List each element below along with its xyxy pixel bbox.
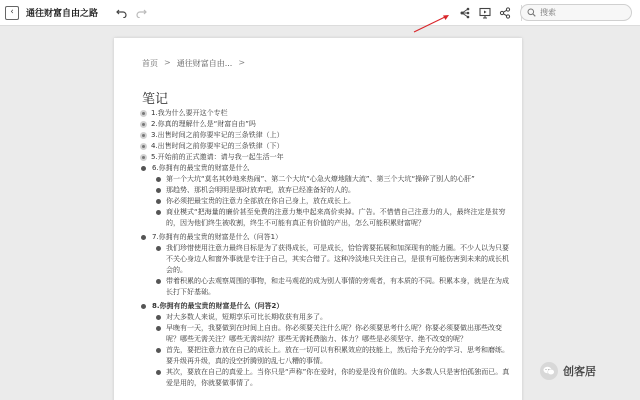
- present-icon[interactable]: [475, 3, 495, 23]
- outline-item[interactable]: [140, 119, 512, 130]
- bullet-icon[interactable]: [156, 177, 161, 182]
- outline-subitem[interactable]: [156, 276, 512, 298]
- outline-subitem[interactable]: [156, 345, 512, 367]
- outline-subitem[interactable]: [156, 367, 512, 389]
- top-toolbar: [0, 0, 640, 26]
- outline-item[interactable]: [140, 163, 512, 174]
- bullet-icon[interactable]: [156, 348, 161, 353]
- outline-subitem[interactable]: [156, 185, 512, 196]
- search-box[interactable]: [520, 4, 632, 21]
- outline-item[interactable]: [140, 108, 512, 119]
- bullet-icon[interactable]: [156, 188, 161, 193]
- search-icon: [527, 8, 536, 17]
- breadcrumb-separator: >: [238, 58, 246, 67]
- outline-subitem[interactable]: [156, 174, 512, 185]
- outline-tree: [140, 108, 512, 389]
- outline-item-text[interactable]: 3.出售时间之前你要牢记的三条铁律（上）: [151, 131, 284, 139]
- outline-subitem[interactable]: [156, 196, 512, 207]
- outline-item[interactable]: [140, 301, 512, 312]
- outline-item-text[interactable]: 我们珍惜使用注意力最终目标是为了获得成长，可是成长，恰恰需要拓展和加深现有的能力圈。不少人以为只要不关心身边人和窗外事就是专注于自己，其实合错了。这种冷淡地只关注自己，是很有可能伤害到未来的成长机会的。: [166, 244, 509, 274]
- watermark-text: 创客居: [563, 365, 596, 378]
- bullet-icon[interactable]: [156, 199, 161, 204]
- outline-item-text[interactable]: 4.出售时间之前你要牢记的三条铁律（下）: [151, 142, 284, 150]
- outline-item-text[interactable]: 早晚有一天，我要做到在时间上自由。你必须要关注什么呢？你必须要思考什么呢？你要必须要做出那些改变呢？哪些无需关注？哪些无需纠结？那些无需耗费脑力、体力？哪些是必须坚守、绝不改变的呢？: [166, 324, 502, 343]
- outline-subitem[interactable]: [156, 207, 512, 229]
- outline-subitem[interactable]: [156, 243, 512, 276]
- outline-item-text[interactable]: 2.你真的理解什么是“财富自由”吗: [151, 120, 256, 128]
- outline-item[interactable]: [140, 232, 512, 243]
- bullet-icon[interactable]: [140, 143, 147, 150]
- outline-subitem[interactable]: [156, 323, 512, 345]
- bullet-icon[interactable]: [156, 315, 161, 320]
- bullet-icon[interactable]: [156, 246, 161, 251]
- outline-item-text[interactable]: 那趋势、那机会明明是那时放弃吧，放弃已经准备好的人的。: [166, 186, 355, 194]
- bullet-icon[interactable]: [141, 304, 146, 309]
- bullet-icon[interactable]: [156, 210, 161, 215]
- breadcrumb: [142, 58, 245, 69]
- document-page: [114, 38, 522, 400]
- bullet-icon[interactable]: [140, 121, 147, 128]
- bullet-icon[interactable]: [156, 370, 161, 375]
- watermark: [540, 362, 596, 380]
- bullet-icon[interactable]: [141, 235, 146, 240]
- back-icon[interactable]: ‹: [5, 6, 19, 20]
- outline-subitem[interactable]: [156, 312, 512, 323]
- outline-item[interactable]: [140, 130, 512, 141]
- search-input[interactable]: [540, 8, 620, 17]
- outline-item-text[interactable]: 8.你拥有的最宝贵的财富是什么（问答2）: [152, 302, 284, 310]
- outline-item-text[interactable]: 第一个大坑“莫名其妙地来热闹”、第二个大坑“心急火燎地随大流”、第三个大坑“操碎了别人的心肝”: [166, 175, 475, 183]
- page-title: 笔记: [142, 92, 169, 107]
- bullet-icon[interactable]: [140, 132, 147, 139]
- mindmap-icon[interactable]: [455, 3, 475, 23]
- outline-item-text[interactable]: 首先，要把注意力放在自己的成长上。放在一切可以有积累效应的技能上，然后给予充分的学习、思考和磨练。要升级再升级，真的没空折腾别的乱七八糟的事情。: [166, 346, 509, 365]
- outline-item-text[interactable]: 7.你拥有的最宝贵的财富是什么（问答1）: [152, 233, 283, 241]
- app-title: 通往财富自由之路: [26, 9, 99, 19]
- outline-item-text[interactable]: 对大多数人来说，短期享乐可比长期收获有用多了。: [166, 313, 327, 321]
- wechat-icon: [540, 362, 558, 380]
- redo-icon[interactable]: [134, 8, 148, 18]
- breadcrumb-home[interactable]: 首页: [142, 59, 158, 68]
- bullet-icon[interactable]: [140, 110, 147, 117]
- outline-item-text[interactable]: 5.开始前的正式邀请：请与我一起生活一年: [151, 153, 284, 161]
- bullet-icon[interactable]: [141, 166, 146, 171]
- outline-item-text[interactable]: 你必须把最宝贵的注意力全部放在你自己身上，放在成长上。: [166, 197, 355, 205]
- bullet-icon[interactable]: [140, 154, 147, 161]
- bullet-icon[interactable]: [156, 279, 161, 284]
- outline-item-text[interactable]: 商业模式“把海量的廉价甚至免费的注意力集中起来高价卖掉。广告。不惜惜自己注意力的人，最终注定是贫穷的，因为他们终生被收割，终生不可能有真正有价值的产出，怎么可能积累财富呢？: [166, 208, 506, 227]
- outline-item[interactable]: [140, 141, 512, 152]
- outline-item[interactable]: [140, 152, 512, 163]
- outline-item-text[interactable]: 1.我为什么要开这个专栏: [151, 109, 228, 117]
- bullet-icon[interactable]: [156, 326, 161, 331]
- outline-item-text[interactable]: 6.你拥有的最宝贵的财富是什么: [152, 164, 250, 172]
- breadcrumb-current[interactable]: 通往财富自由...: [176, 59, 233, 68]
- outline-item-text[interactable]: 带着积累的心去观察周围的事物，和走马观花的成为别人事情的旁观者，有本质的不同。积累本身，就是在为成长打下好基础。: [166, 277, 509, 296]
- share-icon[interactable]: [495, 3, 515, 23]
- outline-item-text[interactable]: 其次，要放在自己的真爱上。当你只是“声称”你在爱时，你的爱是没有价值的。大多数人只是害怕孤独而已。真爱是用的，你就要做事情了。: [166, 368, 510, 387]
- breadcrumb-separator: >: [164, 58, 171, 67]
- undo-icon[interactable]: [114, 8, 128, 18]
